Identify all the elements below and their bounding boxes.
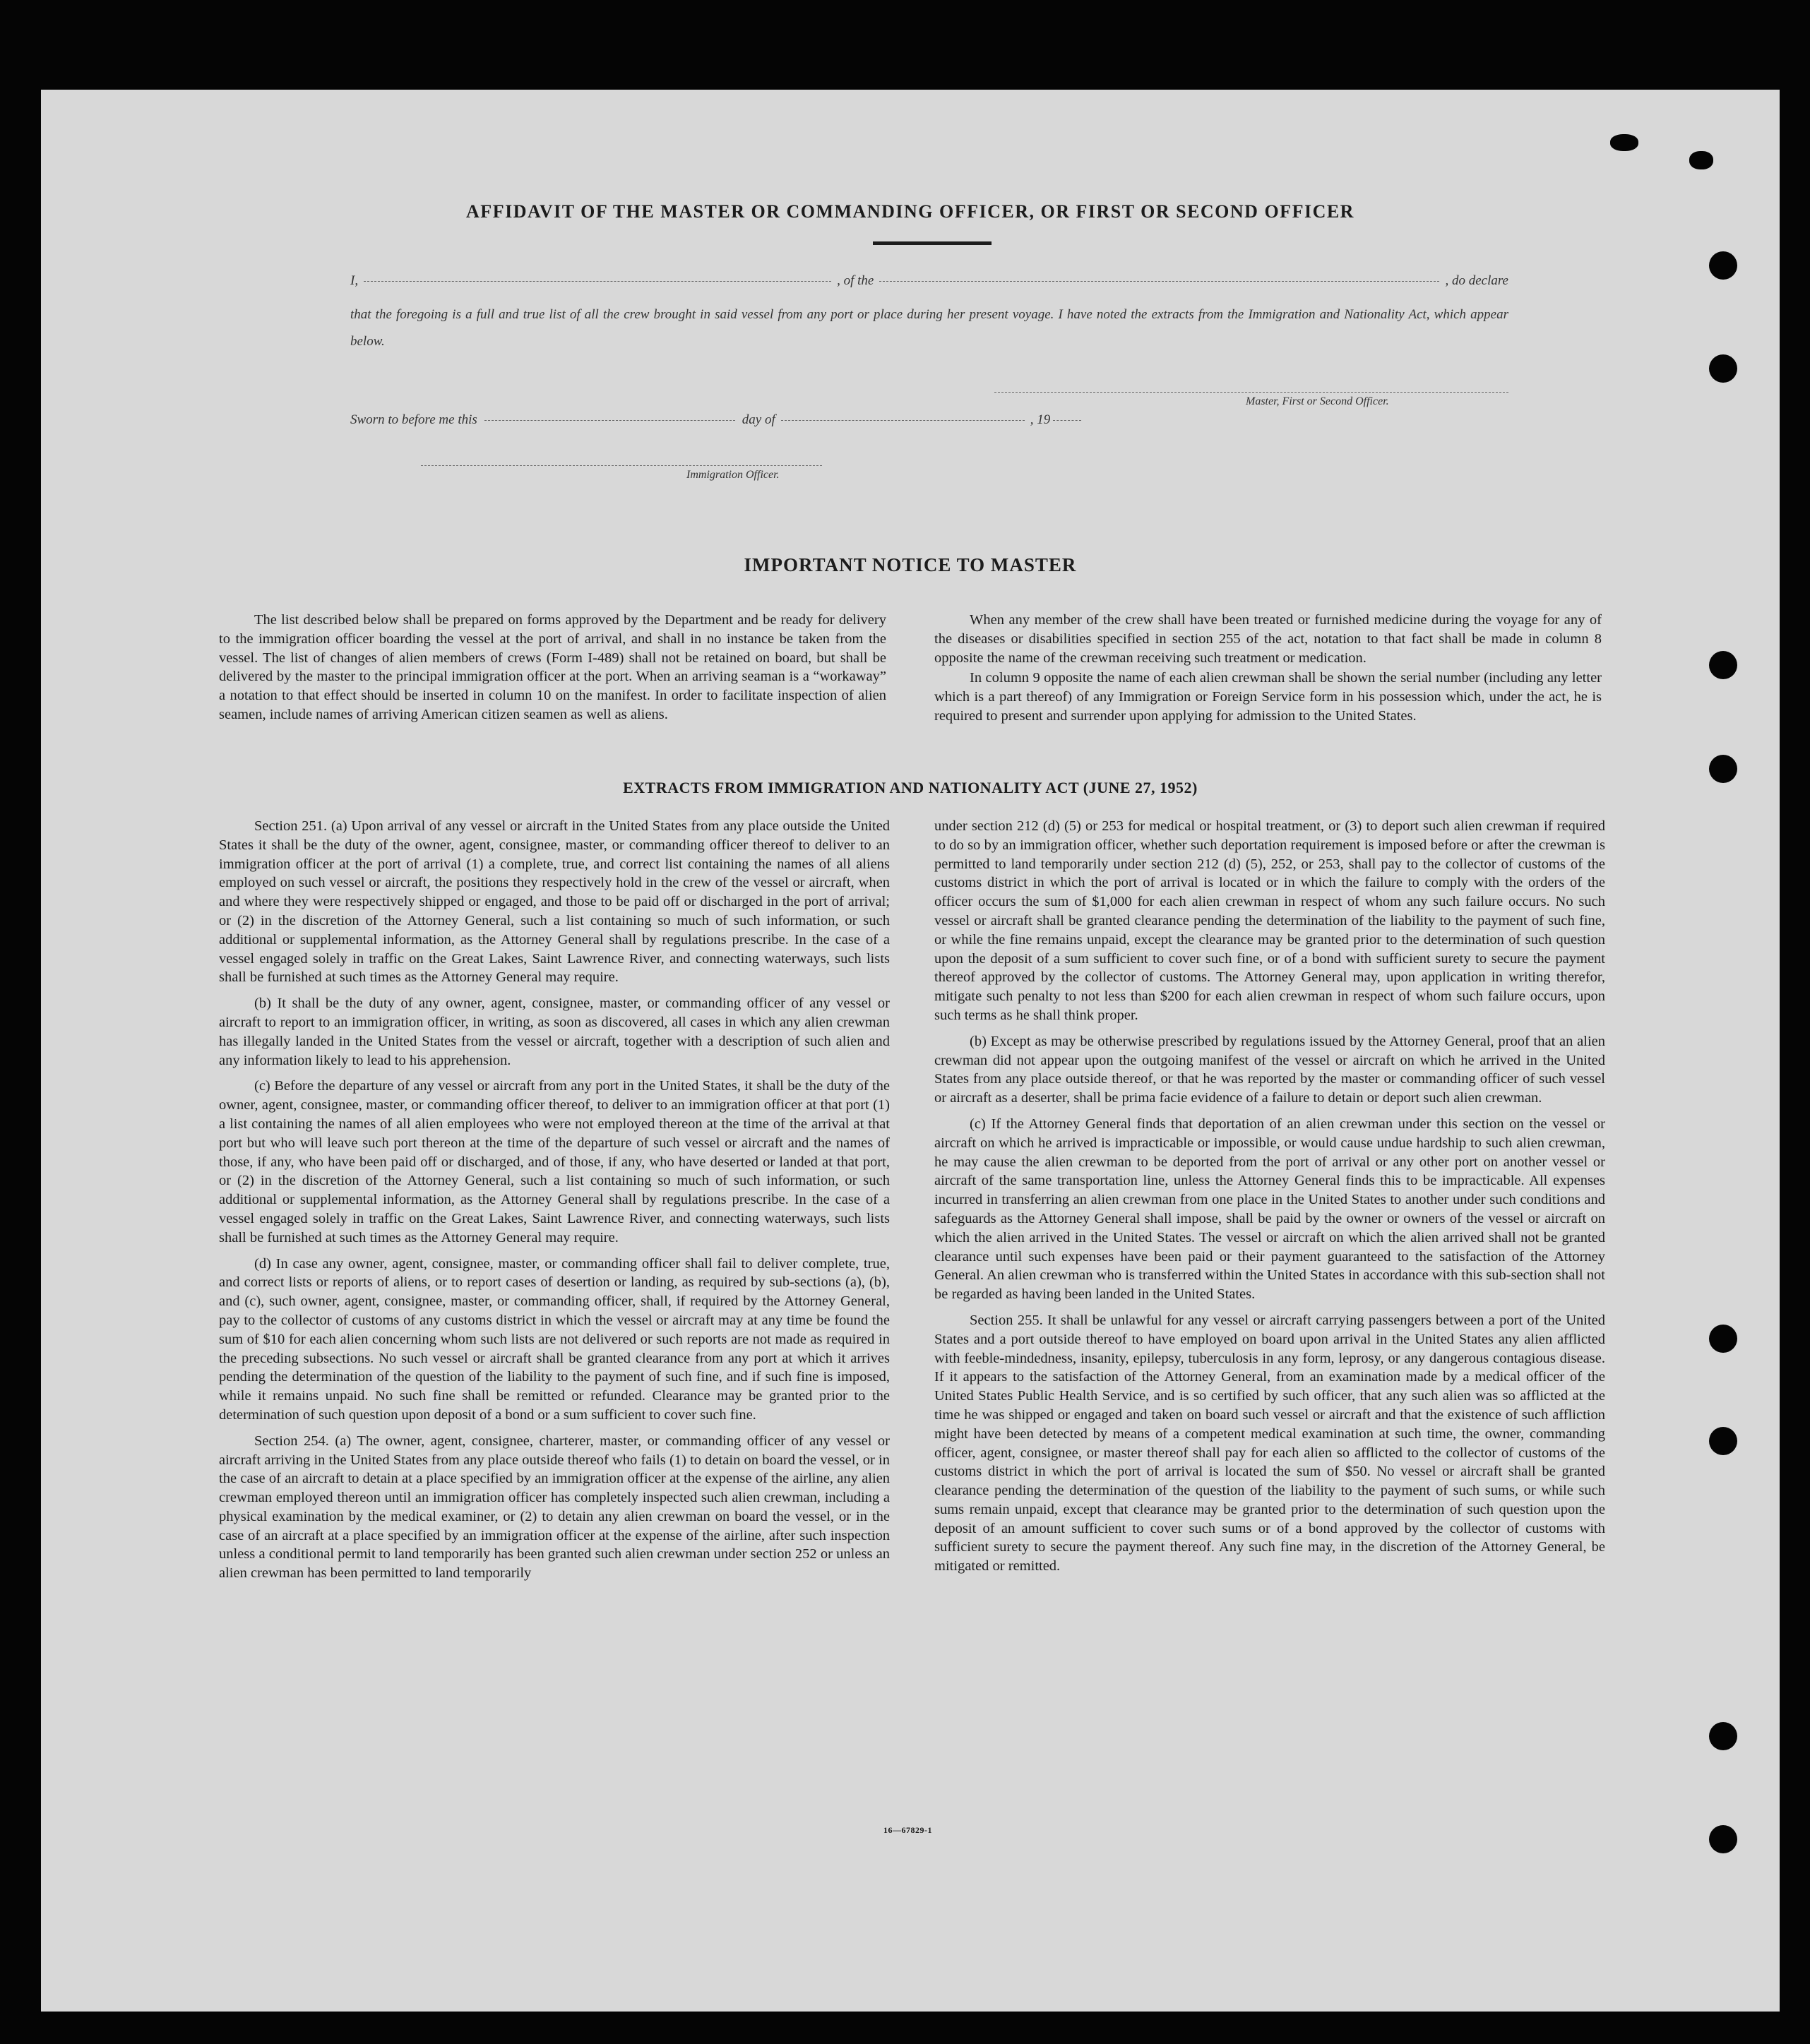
section-254c: (c) If the Attorney General finds that deportation of an alien crewman under this section on the vessel or aircraft on which he arrived is impracticable or impossible, or would cause undue hardship to such alien crewman, he may cause the alien crewman to be deported from the port of arrival or any other port on another vessel or aircraft of the same transportation line, unless the Attorney General finds this to be impracticable. All expenses incurred in transferring an alien crewman from one place in the United States to another under such conditions and safeguards as the Attorney General shall impose, shall be paid by the owner or owners of the vessel or aircraft on which the alien arrived in the United States. The vessel or aircraft on which the alien arrived shall not be granted clearance until such expenses have been paid or their payment guaranteed to the satisfaction of the Attorney General. An alien crewman who is transferred within the United States in accordance with this sub-section shall not be regarded as having been landed in the United States. <box>934 1116 1605 1303</box>
year-label: , 19 <box>1030 412 1051 427</box>
binder-hole <box>1709 1722 1737 1750</box>
of-the-label: , of the <box>837 273 874 288</box>
notice-left-column <box>219 611 886 730</box>
sworn-label: Sworn to before me this <box>350 412 477 427</box>
binder-hole <box>1709 1825 1737 1853</box>
notice-right-column <box>934 611 1602 727</box>
immigration-officer-signature-line[interactable] <box>421 465 822 466</box>
notice-paragraph: In column 9 opposite the name of each alien crewman shall be shown the serial number (including any letter which is a part thereof) of any Immigration or Foreign Service form in his possession which, under the act, he is required to present and surrender upon applying for admission to the United States. <box>934 670 1602 724</box>
binder-hole <box>1709 1427 1737 1455</box>
section-254b: (b) Except as may be otherwise prescribed by regulations issued by the Attorney General, proof that an alien crewman did not appear upon the outgoing manifest of the vessel or aircraft on which he arrived in the United States from any place outside thereof, or that he was reported by the master or commanding officer of such vessel or aircraft as a deserter, shall be prima facie evidence of a failure to detain or deport such alien crewman. <box>934 1033 1605 1106</box>
binder-hole <box>1709 651 1737 679</box>
binder-hole <box>1709 354 1737 383</box>
notice-paragraph: The list described below shall be prepared on forms approved by the Department and be ready for delivery to the immigration officer boarding the vessel at the port of arrival, and shall in no instance be taken from the vessel. The list of changes of alien members of crews (Form I-489) shall not be retained on board, but shall be delivered by the master to the principal immigration officer at the port. When an arriving seaman is a “workaway” a notation to that effect should be inserted in column 10 on the manifest. In order to facilitate inspection of alien seamen, include names of arriving American citizen seamen as well as aliens. <box>219 612 886 722</box>
name-blank-line[interactable] <box>364 281 831 282</box>
binder-hole <box>1709 251 1737 280</box>
sworn-date-blank[interactable] <box>484 420 735 421</box>
binder-hole <box>1709 755 1737 783</box>
extracts-title: EXTRACTS FROM IMMIGRATION AND NATIONALITY ACT (JUNE 27, 1952) <box>623 779 1198 796</box>
binder-hole <box>1709 1325 1737 1353</box>
sworn-row <box>350 412 1198 428</box>
section-251b: (b) It shall be the duty of any owner, agent, consignee, master, or commanding officer of any vessel or aircraft to report to an immigration officer, in writing, as soon as discovered, all cases in which any alien crewman has illegally landed in the United States from the vessel or aircraft, together with a description of such alien and any information likely to lead to his apprehension. <box>219 996 890 1068</box>
i-label: I, <box>350 273 359 288</box>
section-254a-continued: under section 212 (d) (5) or 253 for medical or hospital treatment, or (3) to deport such alien crewman if required to do so by an immigration officer, whether such deportation requirement is imposed before or after the crewman is permitted to land temporarily under section 212 (d) (5), 252, or 253, shall pay to the collector of customs of the customs district in which the port of arrival is located or in which the failure to comply with the orders of the officer occurs the sum of $1,000 for each alien crewman in respect of whom any such failure occurs. No such vessel or aircraft shall be granted clearance pending the determination of the liability to the payment of such fine, or while the fine remains unpaid, except the clearance may be granted prior to the determination of such question upon the deposit of a sum sufficient to cover such fine, or of a bond with sufficient surety to secure the payment thereof approved by the collector of customs. The Attorney General may, upon application in writing therefor, mitigate such penalty to not less than $200 for each alien crewman in respect of whom such failure occurs, upon such terms as he shall think proper. <box>934 818 1605 1023</box>
affidavit-title: AFFIDAVIT OF THE MASTER OR COMMANDING OFFICER, OR FIRST OR SECOND OFFICER <box>466 201 1354 222</box>
day-of-label: day of <box>742 412 775 427</box>
immigration-officer-label: Immigration Officer. <box>686 469 780 481</box>
month-blank[interactable] <box>781 420 1025 421</box>
form-page <box>41 90 1780 2012</box>
vessel-blank-line[interactable] <box>879 281 1439 282</box>
declaration-block <box>350 273 1508 355</box>
declaration-text: that the foregoing is a full and true list of all the crew brought in said vessel from any port or place during her present voyage. I have noted the extracts from the Immigration and Nationality Act, which appear below. <box>350 307 1508 349</box>
section-251d: (d) In case any owner, agent, consignee, master, or commanding officer shall fail to deliver complete, true, and correct lists or reports of aliens, or to report cases of desertion or landing, as required by sub-sections (a), (b), and (c), such owner, agent, consignee, master, or commanding officer, shall, if required by the Attorney General, pay to the collector of customs of any customs district in which the vessel or aircraft may at any time be found the sum of $10 for each alien concerning whom such lists are not delivered or such reports are not made as required in the preceding subsections. No such vessel or aircraft shall be granted clearance from any port at which it arrives pending the determination of the question of the liability to the payment of such fine, and if such fine is imposed, while it remains unpaid. No such fine shall be remitted or refunded. Clearance may be granted prior to the determination of such question upon deposit of a bond or a sum sufficient to cover such fine. <box>219 1255 890 1423</box>
section-254a: Section 254. (a) The owner, agent, consignee, charterer, master, or commanding officer of any vessel or aircraft arriving in the United States from any place outside thereof who fails (1) to detain on board the vessel, or in the case of an aircraft to detain at a place specified by an immigration officer at the expense of the airline, any alien crewman employed thereon until an immigration officer has completely inspected such alien crewman, including a physical examination by the medical examiner, or (2) to detain any alien crewman on board the vessel, or in the case of an aircraft at a place specified by an immigration officer at the expense of the airline, after such inspection unless a conditional permit to land temporarily has been granted such alien crewman under section 252 or unless an alien crewman has been permitted to land temporarily <box>219 1433 890 1582</box>
form-number: 16—67829-1 <box>883 1825 932 1835</box>
master-signature-label: Master, First or Second Officer. <box>1246 395 1389 407</box>
extracts-left-column <box>219 817 890 1590</box>
ink-speck <box>1689 151 1713 169</box>
section-251c: (c) Before the departure of any vessel or aircraft from any port in the United States, it shall be the duty of the owner, agent, consignee, master, or commanding officer thereof, to deliver to an immigration officer at that port (1) a list containing the names of all alien employees who were not employed thereon at the time of the arrival at that port but who will leave such port thereon at the time of the departure of such vessel or aircraft and the names of those, if any, who have been paid off or discharged, and of those, if any, who have deserted or landed at that port, or (2) in the discretion of the Attorney General, such a list containing so much of such information, or such additional or supplemental information, as the Attorney General shall by regulations prescribe. In the case of a vessel engaged solely in traffic on the Great Lakes, Saint Lawrence River, and connecting waterways, such lists shall be furnished at such times as the Attorney General may require. <box>219 1078 890 1245</box>
extracts-right-column <box>934 817 1605 1583</box>
ink-speck <box>1610 134 1638 151</box>
title-underline <box>873 241 992 245</box>
section-255: Section 255. It shall be unlawful for any vessel or aircraft carrying passengers between a port of the United States and a port outside thereof to have employed on board upon arrival in the United States any alien afflicted with feeble-mindedness, insanity, epilepsy, tuberculosis in any form, leprosy, or any dangerous contagious disease. If it appears to the satisfaction of the Attorney General, from an examination made by a medical officer of the United States Public Health Service, and is so certified by such officer, that any such alien was so afflicted at the time he was shipped or engaged and taken on board such vessel or aircraft and that the existence of such affliction might have been detected by means of a competent medical examination at such time, the owner, commanding officer, agent, consignee, or master thereof shall pay for each alien so afflicted to the collector of customs of the customs district in which the port of arrival is located the sum of $50. No vessel or aircraft shall be granted clearance pending the determination of the question of the liability to the payment of such sums, or while such sums remain unpaid, except that clearance may be granted prior to the determination of such question upon the deposit of an amount sufficient to cover such sums or of a bond approved by the collector of customs with sufficient surety to secure the payment thereof. Any such fine may, in the discretion of the Attorney General, be mitigated or remitted. <box>934 1312 1605 1574</box>
section-251a: Section 251. (a) Upon arrival of any vessel or aircraft in the United States from any place outside the United States it shall be the duty of the owner, agent, consignee, master, or commanding officer thereof to deliver to an immigration officer at the port of arrival (1) a complete, true, and correct list containing the names of all aliens employed on such vessel or aircraft, the positions they respectively hold in the crew of the vessel or aircraft, when and where they were respectively shipped or engaged, and those to be paid off or discharged in the port of arrival; or (2) in the discretion of the Attorney General, such a list containing so much of such information, or such additional or supplemental information, as the Attorney General shall by regulations prescribe. In the case of a vessel engaged solely in traffic on the Great Lakes, Saint Lawrence River, and connecting waterways, such lists shall be furnished at such times as the Attorney General may require. <box>219 818 890 986</box>
notice-paragraph: When any member of the crew shall have been treated or furnished medicine during the voyage for any of the diseases or disabilities specified in section 255 of the act, notation to that fact shall be made in column 8 opposite the name of the crewman receiving such treatment or medication. <box>934 612 1602 666</box>
notice-title: IMPORTANT NOTICE TO MASTER <box>744 554 1077 575</box>
master-signature-line[interactable] <box>994 392 1508 393</box>
year-blank[interactable] <box>1053 420 1081 421</box>
do-declare-label: , do declare <box>1445 273 1508 288</box>
